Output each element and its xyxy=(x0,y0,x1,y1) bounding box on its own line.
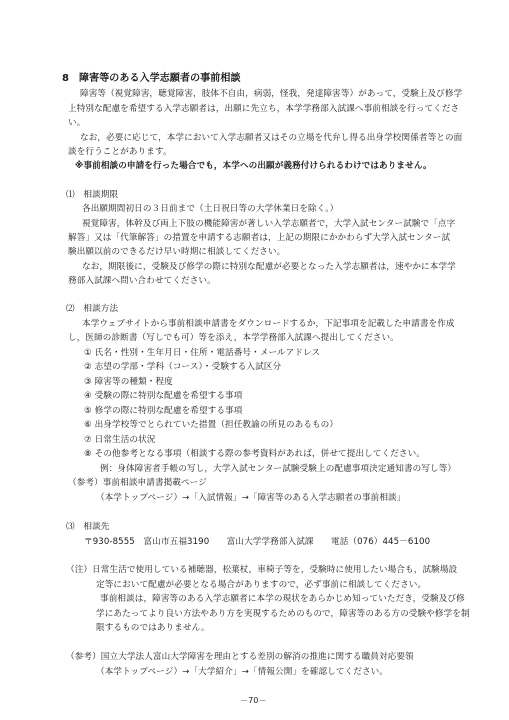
method-reference-label: （参考）事前相談申請書掲載ページ xyxy=(68,478,207,488)
method-item: ⑦ 日常生活の状況 xyxy=(84,435,156,445)
method-item: ⑧ その他参考となる事項（相談する際の参考資料があれば，併せて提出してください。 xyxy=(84,449,425,459)
method-line: 本学ウェブサイトから事前相談申請書をダウンロードするか，下記事項を記載した申請書を作成 xyxy=(82,319,455,329)
method-reference-path: （本学トップページ）→「入試情報」→「障害等のある入学志願者の事前相談」 xyxy=(96,493,406,503)
period-line: 験出願以前のできるだけ早い時期に相談してください。 xyxy=(68,247,286,257)
period-line: 務部入試課へ問い合わせてください。 xyxy=(68,276,216,286)
section-title: 障害等のある入学志願者の事前相談 xyxy=(79,73,241,84)
contact-heading: ⑶ 相談先 xyxy=(66,522,110,532)
note-line: 事前相談は，障害等のある入学志願者に本学の現状をあらかじめ知っていただき，受験及び修 xyxy=(100,594,465,604)
method-item: ② 志望の学部・学科（コース）・受験する入試区分 xyxy=(84,362,282,372)
method-line: し，医師の診断書（写しでも可）等を添え，本学学務部入試課へ提出してください。 xyxy=(68,333,399,343)
method-item: ③ 障害等の種類・程度 xyxy=(84,377,173,387)
method-example: 例：身体障害者手帳の写し，大学入試センター試験受験上の配慮事項決定通知書の写し等） xyxy=(100,464,457,474)
intro-line: 障害等（視覚障害，聴覚障害，肢体不自由，病弱，怪我，発達障害等）があって，受験上及び修学 xyxy=(80,89,463,99)
intro-line: 談を行うことがあります。 xyxy=(68,147,172,157)
note-line: （注）日常生活で使用している補聴器，松葉杖，車椅子等を，受験時に使用したい場合も，試験場設 xyxy=(66,565,458,575)
method-item: ④ 受験の際に特別な配慮を希望する事項 xyxy=(84,391,243,401)
page-number: －70－ xyxy=(240,696,267,705)
period-heading: ⑴ 相談期限 xyxy=(66,190,119,200)
intro-line: 上特別な配慮を希望する入学志願者は，出願に先立ち，本学学務部入試課へ事前相談を行ってくださ xyxy=(68,104,460,114)
note-line: 学にあたってより良い方法やあり方を実現するためのもので，障害等のある方の受験や修学を制 xyxy=(96,609,470,619)
period-line: なお，期限後に，受験及び修学の際に特別な配慮が必要となった入学志願者は，速やかに本学学 xyxy=(82,262,456,272)
method-heading: ⑵ 相談方法 xyxy=(66,304,119,314)
method-item: ① 氏名・性別・生年月日・住所・電話番号・メールアドレス xyxy=(84,348,321,358)
section-number: 8 xyxy=(62,73,70,84)
reference-line: （本学トップページ）→「大学紹介」→「情報公開」を確認してください。 xyxy=(96,667,389,677)
intro-line: なお，必要に応じて，本学において入学志願者又はその立場を代弁し得る出身学校関係者等との面 xyxy=(80,133,463,143)
contact-address: 〒930-8555 富山市五福3190 富山大学学務部入試課 電話（076）445－6100 xyxy=(84,537,431,547)
period-line: 各出願期間初日の３日前まで（土日祝日等の大学休業日を除く。） xyxy=(82,204,339,214)
period-line: 視覚障害，体幹及び両上下肢の機能障害が著しい入学志願者で，大学入試センター試験で「点字 xyxy=(82,219,456,229)
reference-line: （参考）国立大学法人富山大学障害を理由とする差別の解消の推進に関する職員対応要領 xyxy=(66,652,414,662)
period-line: 解答」又は「代筆解答」の措置を申請する志願者は，上記の期限にかかわらず大学入試センター試 xyxy=(68,233,451,243)
method-item: ⑥ 出身学校等でとられていた措置（担任教諭の所見のあるもの） xyxy=(84,420,339,430)
intro-line: い。 xyxy=(68,118,86,128)
note-line: 限するものではありません。 xyxy=(96,623,210,633)
notice-text: ※事前相談の申請を行った場合でも，本学への出願が義務付けられるわけではありません。 xyxy=(75,161,432,171)
note-line: 定等において配慮が必要となる場合がありますので，必ず事前に相談してください。 xyxy=(96,580,427,590)
method-item: ⑤ 修学の際に特別な配慮を希望する事項 xyxy=(84,406,243,416)
